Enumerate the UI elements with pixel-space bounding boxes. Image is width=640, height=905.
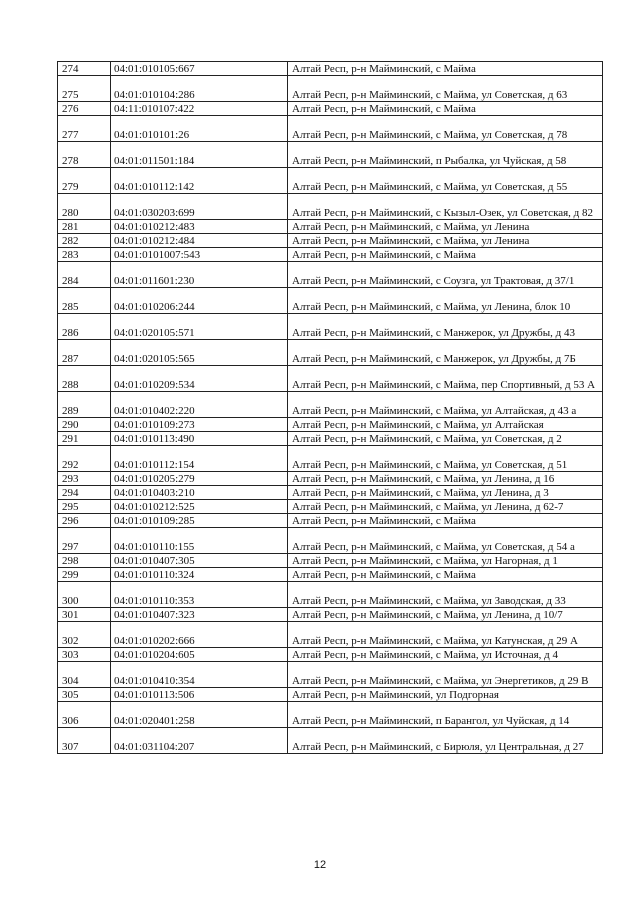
table-row (58, 486, 603, 500)
row-number-cell: 284 (58, 262, 111, 288)
table-row (58, 366, 603, 392)
address-cell: Алтай Респ, р-н Майминский, с Майма, ул Энергетиков, д 29 В (288, 662, 603, 688)
cadastral-number-cell: 04:01:010212:484 (111, 234, 288, 248)
address-cell: Алтай Респ, р-н Майминский, п Рыбалка, ул Чуйская, д 58 (288, 142, 603, 168)
cadastral-number-cell: 04:01:020105:571 (111, 314, 288, 340)
address-cell: Алтай Респ, р-н Майминский, с Майма, ул Катунская, д 29 А (288, 622, 603, 648)
address-cell: Алтай Респ, р-н Майминский, с Майма, ул Ленина, д 10/7 (288, 608, 603, 622)
address-cell: Алтай Респ, р-н Майминский, ул Подгорная (288, 688, 603, 702)
cadastral-number-cell: 04:01:010113:506 (111, 688, 288, 702)
cadastral-number-cell: 04:01:020401:258 (111, 702, 288, 728)
row-number-cell: 278 (58, 142, 111, 168)
address-cell: Алтай Респ, р-н Майминский, с Майма (288, 102, 603, 116)
page-number: 12 (313, 859, 327, 871)
row-number-cell: 302 (58, 622, 111, 648)
row-number-cell: 281 (58, 220, 111, 234)
address-cell: Алтай Респ, р-н Майминский, с Майма (288, 514, 603, 528)
address-cell: Алтай Респ, р-н Майминский, с Майма, ул Алтайская, д 43 а (288, 392, 603, 418)
cadastral-number-cell: 04:01:010403:210 (111, 486, 288, 500)
row-number-cell: 301 (58, 608, 111, 622)
row-number-cell: 307 (58, 728, 111, 754)
table-row (58, 662, 603, 688)
cadastral-number-cell: 04:11:010107:422 (111, 102, 288, 116)
table-row (58, 262, 603, 288)
address-cell: Алтай Респ, р-н Майминский, с Кызыл-Озек, ул Советская, д 82 (288, 194, 603, 220)
row-number-cell: 276 (58, 102, 111, 116)
table-row (58, 116, 603, 142)
table-row (58, 568, 603, 582)
cadastral-number-cell: 04:01:010101:26 (111, 116, 288, 142)
cadastral-number-cell: 04:01:010205:279 (111, 472, 288, 486)
row-number-cell: 283 (58, 248, 111, 262)
cadastral-number-cell: 04:01:010109:285 (111, 514, 288, 528)
cadastral-number-cell: 04:01:031104:207 (111, 728, 288, 754)
table-row (58, 688, 603, 702)
table-row (58, 582, 603, 608)
address-cell: Алтай Респ, р-н Майминский, с Майма, ул Ленина, блок 10 (288, 288, 603, 314)
table-row (58, 472, 603, 486)
row-number-cell: 286 (58, 314, 111, 340)
row-number-cell: 305 (58, 688, 111, 702)
row-number-cell: 296 (58, 514, 111, 528)
table-row (58, 288, 603, 314)
table-row (58, 142, 603, 168)
cadastral-number-cell: 04:01:010202:666 (111, 622, 288, 648)
address-cell: Алтай Респ, р-н Майминский, с Майма, ул Алтайская (288, 418, 603, 432)
row-number-cell: 287 (58, 340, 111, 366)
row-number-cell: 295 (58, 500, 111, 514)
cadastral-number-cell: 04:01:010402:220 (111, 392, 288, 418)
row-number-cell: 285 (58, 288, 111, 314)
address-cell: Алтай Респ, р-н Майминский, с Майма (288, 568, 603, 582)
address-cell: Алтай Респ, р-н Майминский, с Майма, ул Советская, д 55 (288, 168, 603, 194)
row-number-cell: 293 (58, 472, 111, 486)
address-cell: Алтай Респ, р-н Майминский, п Барангол, ул Чуйская, д 14 (288, 702, 603, 728)
cadastral-number-cell: 04:01:010105:667 (111, 62, 288, 76)
cadastral-number-cell: 04:01:010206:244 (111, 288, 288, 314)
row-number-cell: 279 (58, 168, 111, 194)
table-row (58, 608, 603, 622)
row-number-cell: 303 (58, 648, 111, 662)
address-cell: Алтай Респ, р-н Майминский, с Майма, ул Ленина, д 16 (288, 472, 603, 486)
table-row (58, 248, 603, 262)
row-number-cell: 291 (58, 432, 111, 446)
address-cell: Алтай Респ, р-н Майминский, с Майма, ул Советская, д 63 (288, 76, 603, 102)
cadastral-number-cell: 04:01:010212:483 (111, 220, 288, 234)
address-cell: Алтай Респ, р-н Майминский, с Майма, ул Советская, д 78 (288, 116, 603, 142)
cadastral-number-cell: 04:01:010204:605 (111, 648, 288, 662)
row-number-cell: 290 (58, 418, 111, 432)
cadastral-number-cell: 04:01:010112:142 (111, 168, 288, 194)
address-cell: Алтай Респ, р-н Майминский, с Соузга, ул Трактовая, д 37/1 (288, 262, 603, 288)
row-number-cell: 306 (58, 702, 111, 728)
table-row (58, 168, 603, 194)
address-cell: Алтай Респ, р-н Майминский, с Бирюля, ул Центральная, д 27 (288, 728, 603, 754)
table-row (58, 446, 603, 472)
address-cell: Алтай Респ, р-н Майминский, с Майма, ул Ленина (288, 234, 603, 248)
table-row (58, 702, 603, 728)
row-number-cell: 282 (58, 234, 111, 248)
table-row (58, 62, 603, 76)
table-row (58, 514, 603, 528)
table-row (58, 648, 603, 662)
cadastral-number-cell: 04:01:010410:354 (111, 662, 288, 688)
row-number-cell: 294 (58, 486, 111, 500)
table-row (58, 622, 603, 648)
cadastral-table (57, 61, 603, 754)
row-number-cell: 288 (58, 366, 111, 392)
row-number-cell: 292 (58, 446, 111, 472)
cadastral-number-cell: 04:01:0101007:543 (111, 248, 288, 262)
cadastral-number-cell: 04:01:010110:155 (111, 528, 288, 554)
row-number-cell: 300 (58, 582, 111, 608)
table-row (58, 76, 603, 102)
cadastral-number-cell: 04:01:020105:565 (111, 340, 288, 366)
row-number-cell: 289 (58, 392, 111, 418)
cadastral-number-cell: 04:01:010113:490 (111, 432, 288, 446)
table-row (58, 102, 603, 116)
cadastral-number-cell: 04:01:010407:323 (111, 608, 288, 622)
table-row (58, 418, 603, 432)
row-number-cell: 299 (58, 568, 111, 582)
table-row (58, 340, 603, 366)
row-number-cell: 304 (58, 662, 111, 688)
table-row (58, 392, 603, 418)
row-number-cell: 280 (58, 194, 111, 220)
cadastral-number-cell: 04:01:010209:534 (111, 366, 288, 392)
cadastral-number-cell: 04:01:010104:286 (111, 76, 288, 102)
row-number-cell: 297 (58, 528, 111, 554)
cadastral-number-cell: 04:01:010109:273 (111, 418, 288, 432)
table-row (58, 528, 603, 554)
table-body (58, 62, 603, 754)
address-cell: Алтай Респ, р-н Майминский, с Майма, ул Советская, д 54 а (288, 528, 603, 554)
table-row (58, 432, 603, 446)
table-row (58, 194, 603, 220)
row-number-cell: 277 (58, 116, 111, 142)
table-row (58, 234, 603, 248)
address-cell: Алтай Респ, р-н Майминский, с Майма, ул Ленина, д 3 (288, 486, 603, 500)
address-cell: Алтай Респ, р-н Майминский, с Майма, пер Спортивный, д 53 А (288, 366, 603, 392)
row-number-cell: 275 (58, 76, 111, 102)
table-row (58, 728, 603, 754)
address-cell: Алтай Респ, р-н Майминский, с Майма, ул Источная, д 4 (288, 648, 603, 662)
table-row (58, 220, 603, 234)
cadastral-number-cell: 04:01:030203:699 (111, 194, 288, 220)
row-number-cell: 298 (58, 554, 111, 568)
address-cell: Алтай Респ, р-н Майминский, с Майма, ул Советская, д 2 (288, 432, 603, 446)
table-row (58, 314, 603, 340)
cadastral-number-cell: 04:01:011601:230 (111, 262, 288, 288)
cadastral-number-cell: 04:01:010112:154 (111, 446, 288, 472)
table-row (58, 500, 603, 514)
address-cell: Алтай Респ, р-н Майминский, с Майма, ул Заводская, д 33 (288, 582, 603, 608)
cadastral-number-cell: 04:01:010407:305 (111, 554, 288, 568)
cadastral-number-cell: 04:01:010110:353 (111, 582, 288, 608)
address-cell: Алтай Респ, р-н Майминский, с Майма, ул Ленина (288, 220, 603, 234)
table-row (58, 554, 603, 568)
cadastral-number-cell: 04:01:010110:324 (111, 568, 288, 582)
cadastral-number-cell: 04:01:010212:525 (111, 500, 288, 514)
address-cell: Алтай Респ, р-н Майминский, с Майма (288, 62, 603, 76)
address-cell: Алтай Респ, р-н Майминский, с Майма (288, 248, 603, 262)
row-number-cell: 274 (58, 62, 111, 76)
address-cell: Алтай Респ, р-н Майминский, с Майма, ул Советская, д 51 (288, 446, 603, 472)
address-cell: Алтай Респ, р-н Майминский, с Манжерок, ул Дружбы, д 7Б (288, 340, 603, 366)
address-cell: Алтай Респ, р-н Майминский, с Манжерок, ул Дружбы, д 43 (288, 314, 603, 340)
address-cell: Алтай Респ, р-н Майминский, с Майма, ул Нагорная, д 1 (288, 554, 603, 568)
cadastral-number-cell: 04:01:011501:184 (111, 142, 288, 168)
address-cell: Алтай Респ, р-н Майминский, с Майма, ул Ленина, д 62-7 (288, 500, 603, 514)
